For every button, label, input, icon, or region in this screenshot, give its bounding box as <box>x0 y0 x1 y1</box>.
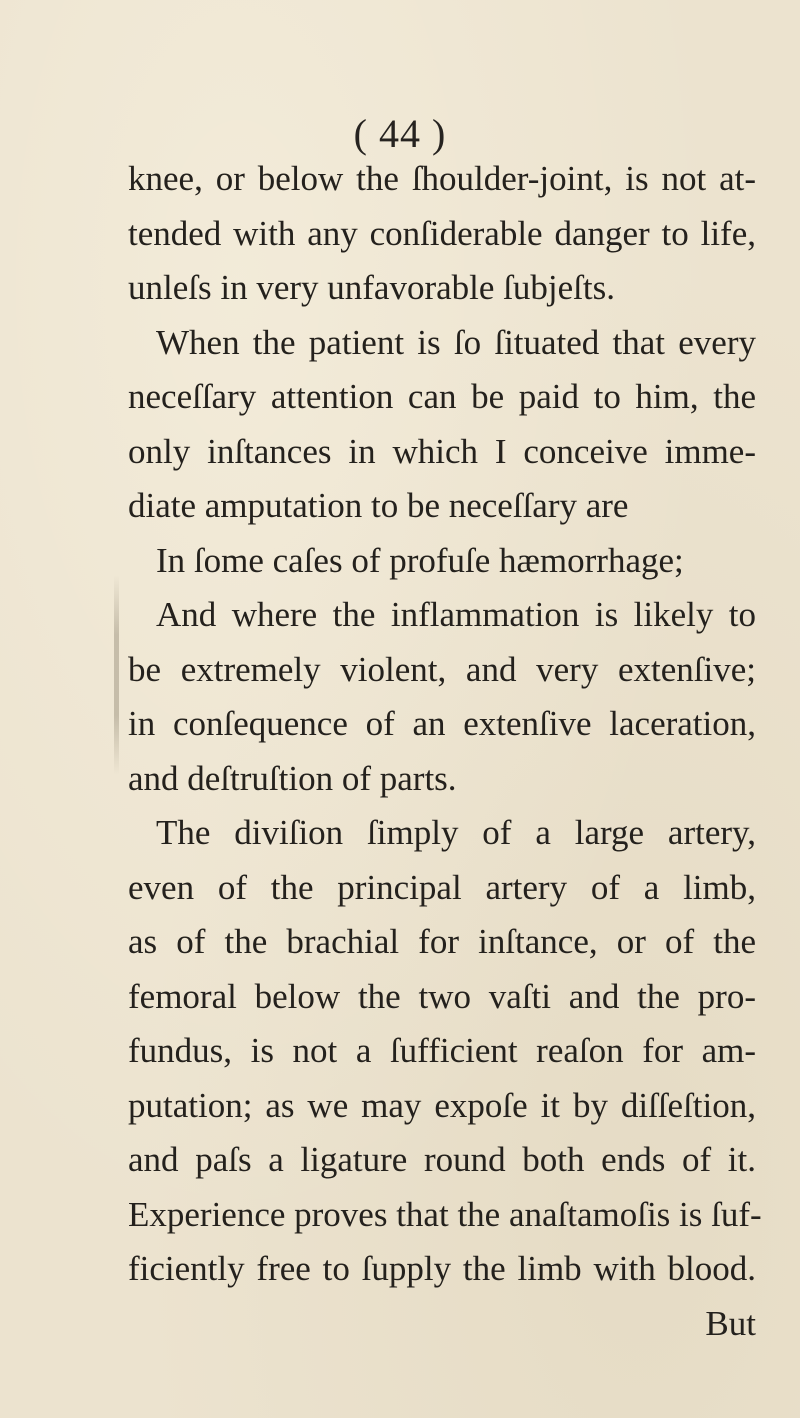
text-line: In ſome caſes of profuſe hæmorrhage; <box>156 540 684 580</box>
text-line: be extremely violent, and very extenſive; <box>128 649 756 689</box>
text-line: as of the brachial for inſtance, or of the <box>128 922 756 961</box>
text-line: in conſequence of an extenſive laceration, <box>128 704 756 743</box>
text-line: and deſtruſtion of parts. <box>128 758 457 798</box>
text-line: neceſſary attention can be paid to him, the <box>128 377 756 416</box>
text-line: femoral below the two vaſti and the pro- <box>128 976 756 1016</box>
text-line: knee, or below the ſhoulder-joint, is not at- <box>128 159 756 198</box>
text-line: fundus, is not a ſufficient reaſon for am- <box>128 1031 756 1070</box>
text-line: unleſs in very unfavorable ſubjeſts. <box>128 268 615 307</box>
text-line: ficiently free to ſupply the limb with blood. <box>128 1249 756 1288</box>
catchword: But <box>705 1303 756 1343</box>
margin-binding-mark <box>114 575 119 775</box>
text-line: The diviſion ſimply of a large artery, <box>156 813 756 852</box>
body-text <box>128 152 762 1351</box>
text-line: even of the principal artery of a limb, <box>128 867 756 907</box>
text-line: tended with any conſiderable danger to life, <box>128 213 756 253</box>
text-line: and paſs a ligature round both ends of it. <box>128 1140 756 1179</box>
text-line: putation; as we may expoſe it by diſſeſtion, <box>128 1085 756 1125</box>
text-line: When the patient is ſo ſituated that every <box>156 322 756 362</box>
text-line: diate amputation to be neceſſary are <box>128 486 629 525</box>
text-line: And where the inflammation is likely to <box>156 595 756 634</box>
text-line: Experience proves that the anaſtamoſis is ſuf- <box>128 1194 762 1234</box>
page-number-header: ( 44 ) <box>353 111 447 156</box>
text-line: only inſtances in which I conceive imme- <box>128 431 756 471</box>
